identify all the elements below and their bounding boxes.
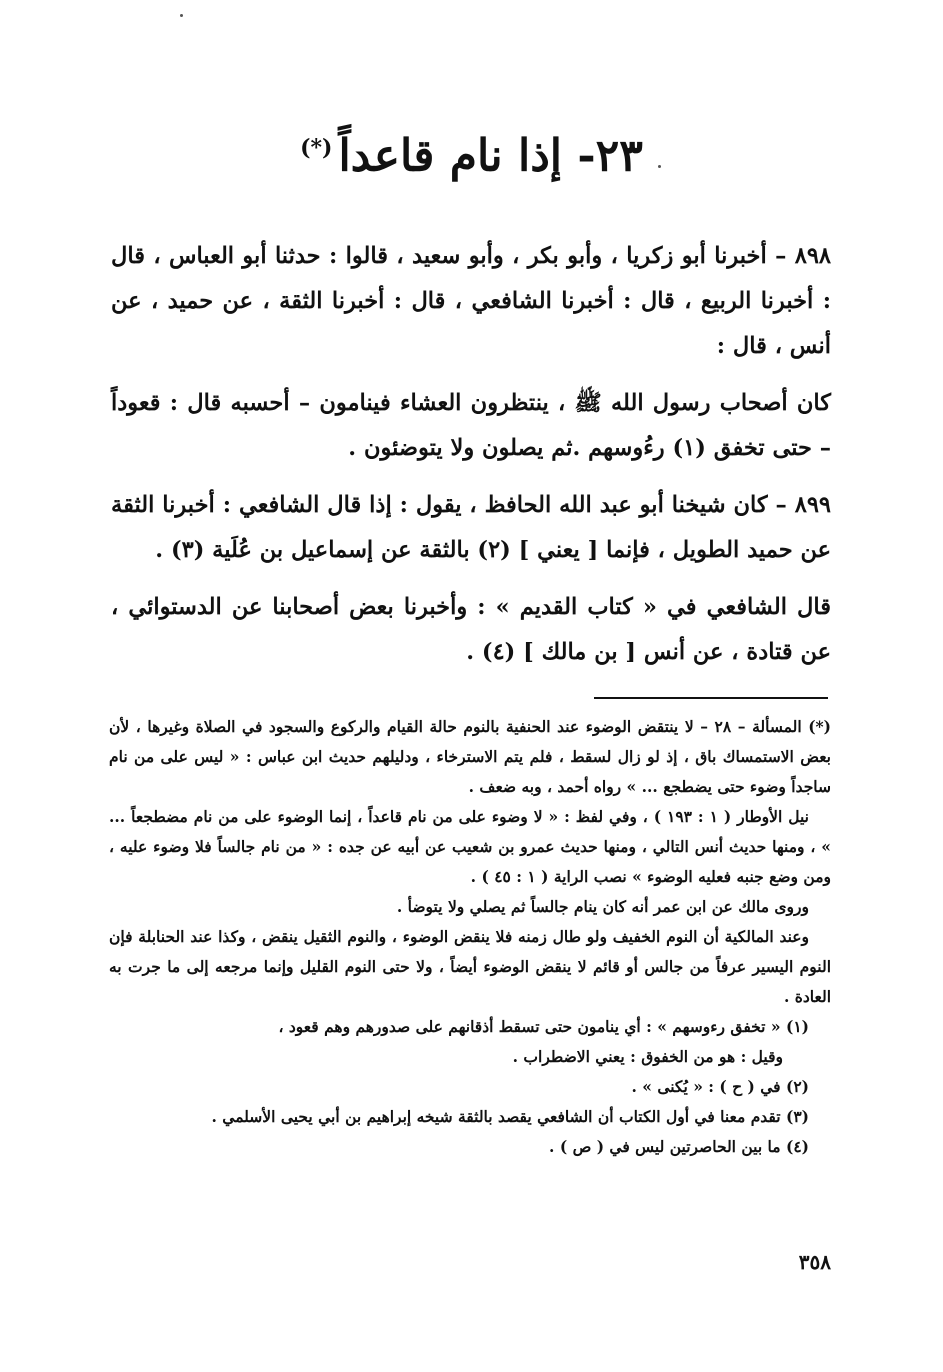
- footnote-1: (١) « تخفق رءوسهم » : أي ينامون حتى تسقط أذقانهم على صدورهم وهم قعود ،: [278, 1017, 809, 1036]
- footnotes: [109, 712, 831, 1162]
- footnote-malik: وروى مالك عن ابن عمر أنه كان ينام جالساً ثم يصلي ولا يتوضأ .: [396, 897, 809, 916]
- footnote-awtar: نيل الأوطار ( ١ : ١٩٣ ) ، وفي لفظ : « لا وضوء على من نام قاعداً ، إنما الوضوء على من نام مضطجعاً ... » ، ومنها حديث أنس التالي ، ومنها حديث عمرو بن شعيب عن أبيه عن جده : « من نام جالساً فلا وضوء عليه ، ومن وضع جنبه فعليه الوضوء » نصب الراية ( ١ : ٤٥ ) .: [109, 807, 831, 886]
- shafii-qadim-paragraph: قال الشافعي في « كتاب القديم » : وأخبرنا بعض أصحابنا عن الدستوائي ، عن قتادة ، عن أنس [ بن مالك ] (٤) .: [111, 594, 831, 665]
- main-text: [111, 234, 831, 687]
- section-title-text: ٢٣- إذا نام قاعداً: [338, 130, 643, 182]
- footnote-separator: [594, 697, 828, 699]
- section-title: [0, 118, 943, 187]
- hadith-898-paragraph: ٨٩٨ – أخبرنا أبو زكريا ، وأبو بكر ، وأبو سعيد ، قالوا : حدثنا أبو العباس ، قال : أخبرنا الربيع ، قال : أخبرنا الشافعي ، قال : أخبرنا الثقة ، عن حميد ، عن أنس ، قال :: [111, 243, 831, 359]
- hadith-899-paragraph: ٨٩٩ – كان شيخنا أبو عبد الله الحافظ ، يقول : إذا قال الشافعي : أخبرنا الثقة عن حميد الطويل ، فإنما [ يعني ] (٢) بالثقة عن إسماعيل بن عُلَية (٣) .: [111, 492, 831, 563]
- page-number: ٣٥٨: [798, 1250, 831, 1274]
- footnote-1-continued: وقيل : هو من الخفوق : يعني الاضطراب .: [512, 1047, 783, 1066]
- footnote-2: (٢) في ( ح ) : « يُكنى » .: [631, 1077, 809, 1096]
- footnote-3: (٣) تقدم معنا في أول الكتاب أن الشافعي يقصد بالثقة شيخه إبراهيم بن أبي يحيى الأسلمي .: [211, 1107, 809, 1126]
- scan-speck: [180, 14, 183, 17]
- hadith-898-matn-paragraph: كان أصحاب رسول الله ﷺ ، ينتظرون العشاء فينامون – أحسبه قال : قعوداً – حتى تخفق (١) رءُوسهم .ثم يصلون ولا يتوضئون .: [111, 390, 831, 461]
- section-title-footnote-mark: (*): [300, 135, 333, 161]
- footnote-star: (*) المسألة – ٢٨ – لا ينتقض الوضوء عند الحنفية بالنوم حالة القيام والركوع والسجود في الصلاة وغيرها ، لأن بعض الاستمساك باق ، إذ لو زال لسقط ، فلم يتم الاسترخاء ، ودليلهم حديث ابن عباس : « ليس على من نام ساجداً وضوء حتى يضطجع ... » رواه أحمد ، وبه ضعف .: [109, 717, 831, 796]
- footnote-maliki: وعند المالكية أن النوم الخفيف ولو طال زمنه فلا ينقض الوضوء ، والنوم الثقيل ينقض ، وكذا عند الحنابلة فإن النوم اليسير عرفاً من جالس أو قائم لا ينقض الوضوء أيضاً ، ولا حتى النوم القليل وإنما مرجعه إلى ما جرت به العادة .: [109, 927, 831, 1006]
- footnote-4: (٤) ما بين الحاصرتين ليس في ( ص ) .: [549, 1137, 809, 1156]
